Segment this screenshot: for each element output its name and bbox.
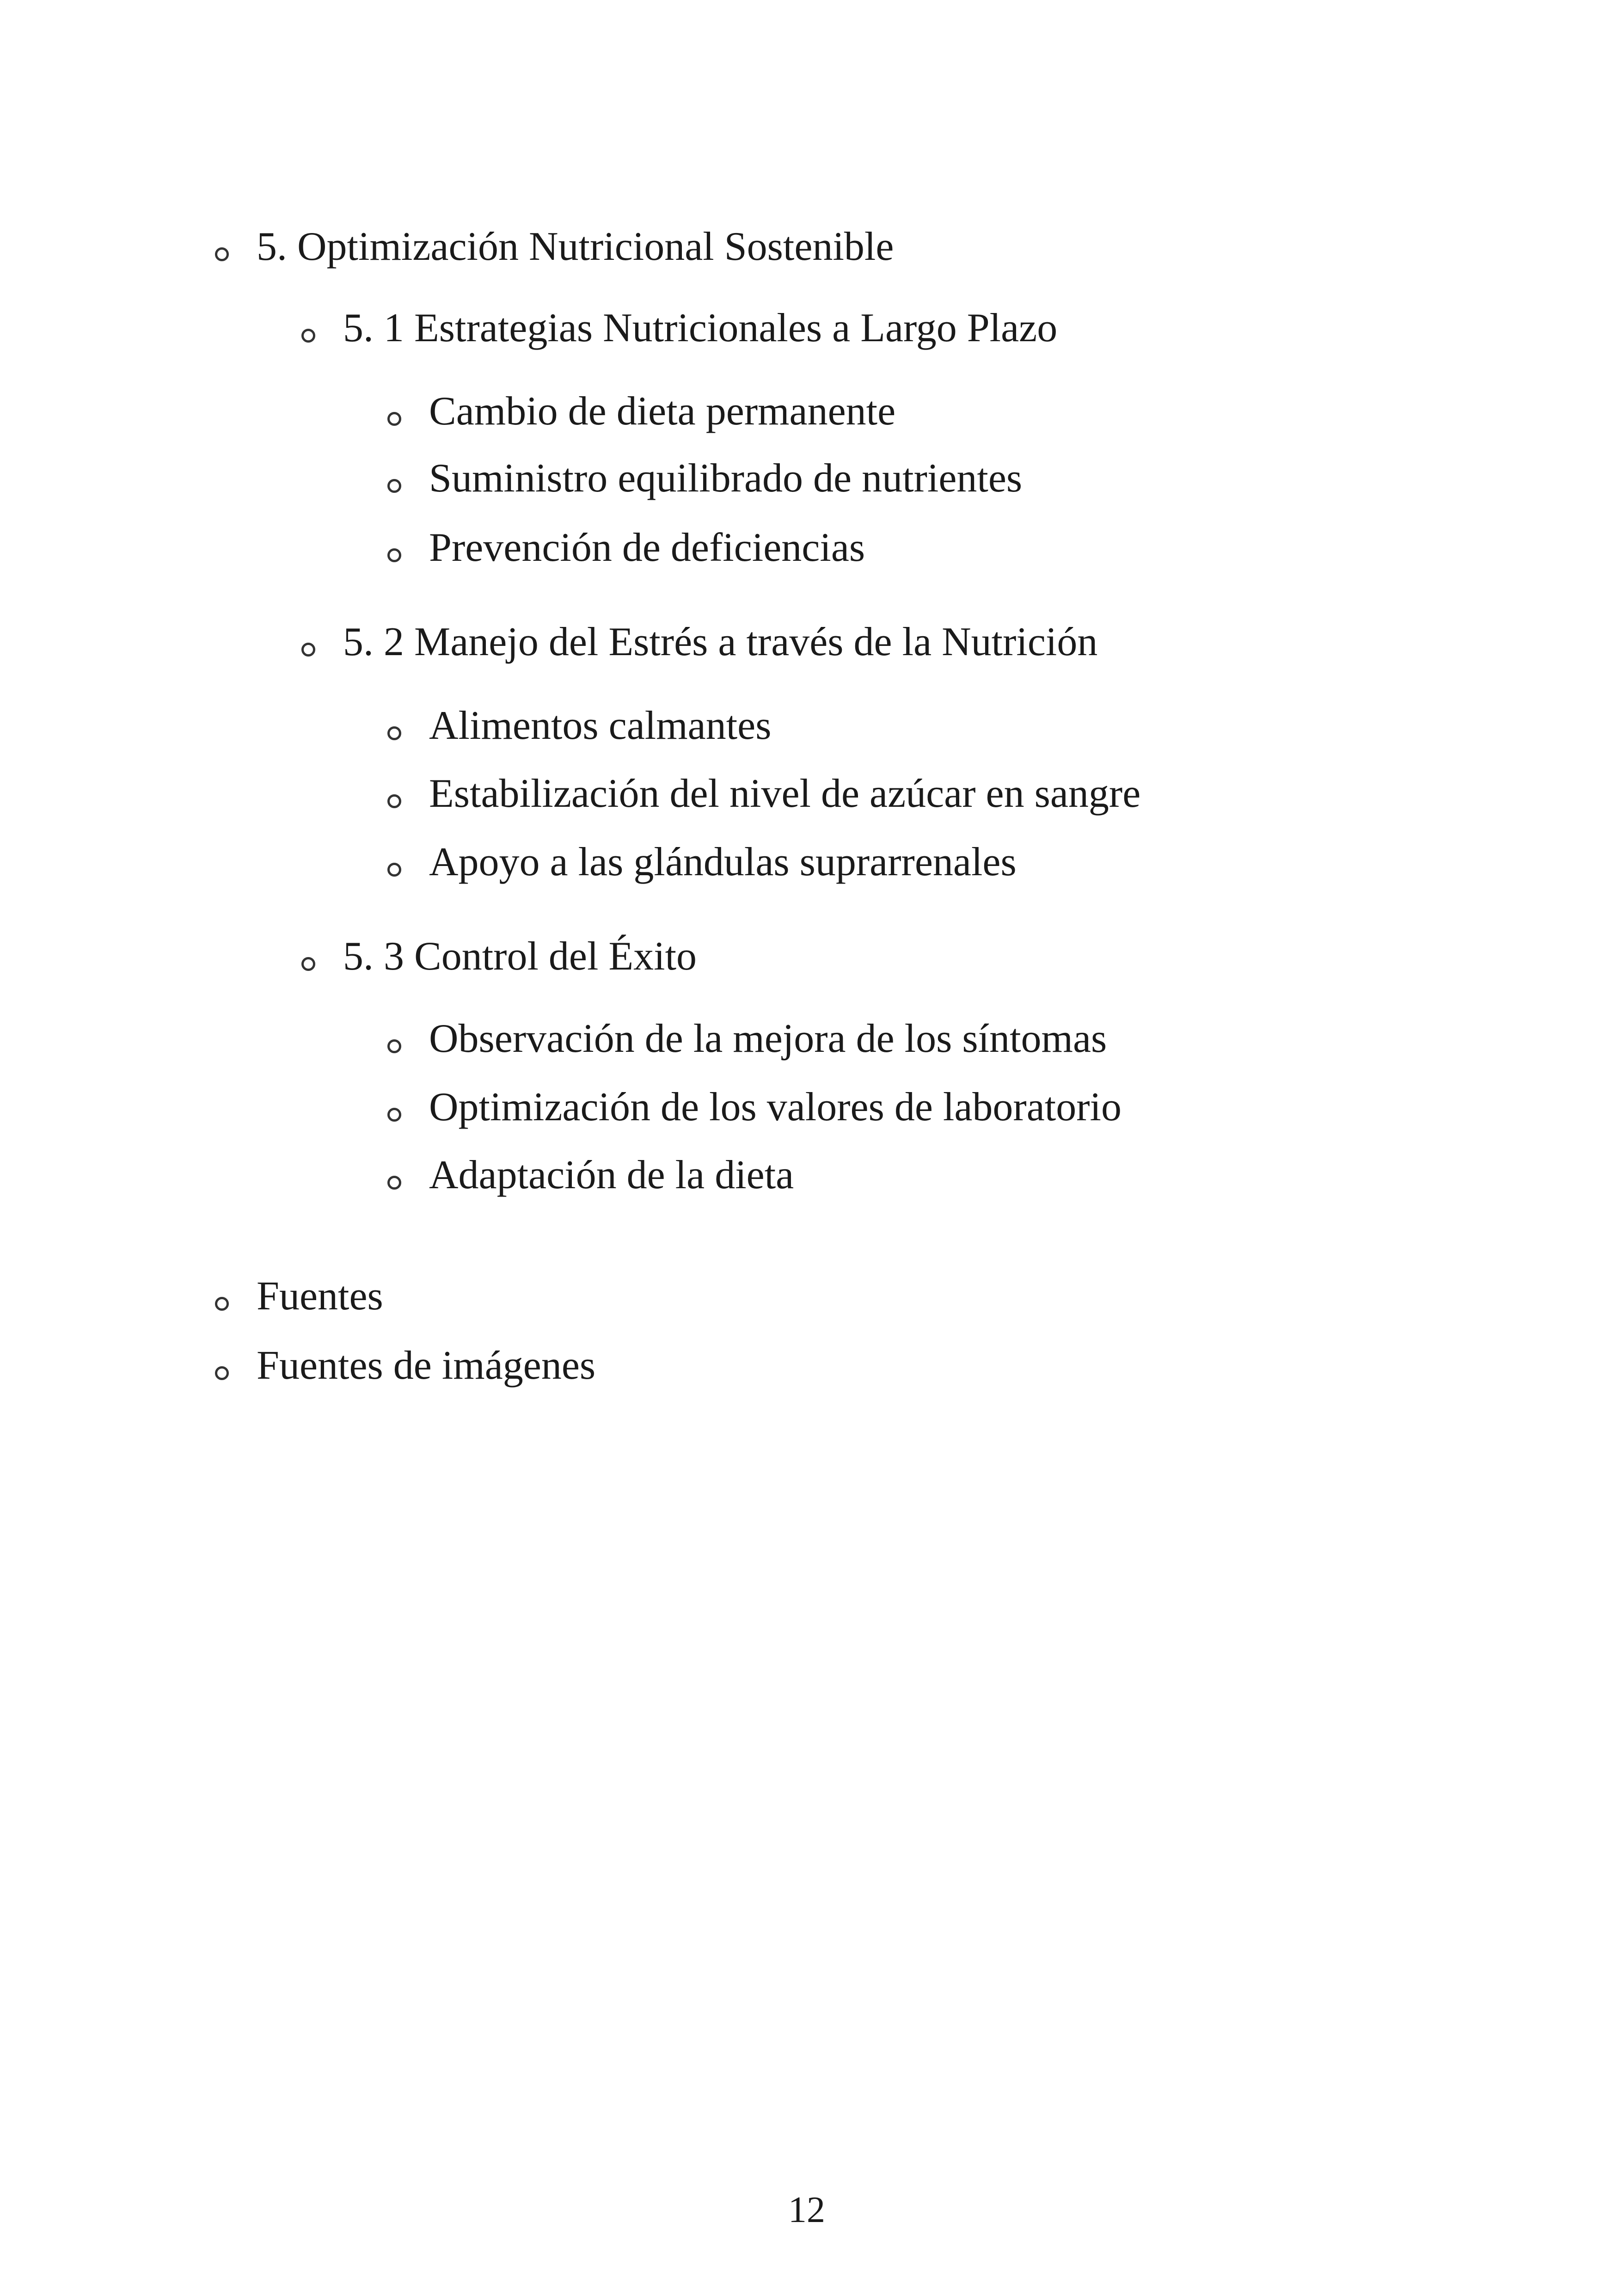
toc-entry-5-1-item: Cambio de dieta permanente: [429, 389, 896, 434]
bullet-icon: [301, 957, 315, 971]
bullet-icon: [387, 726, 401, 740]
bullet-icon: [387, 863, 401, 877]
toc-entry-5-1: 5. 1 Estrategias Nutricionales a Largo Plazo: [343, 306, 1058, 350]
bullet-icon: [215, 247, 229, 261]
toc-entry-5-3-item: Optimización de los valores de laboratorio: [429, 1085, 1122, 1130]
toc-entry-sources: Fuentes: [257, 1274, 383, 1319]
bullet-icon: [387, 479, 401, 493]
toc-entry-5-3: 5. 3 Control del Éxito: [343, 934, 697, 979]
bullet-icon: [387, 1176, 401, 1190]
toc-entry-5-2-item: Apoyo a las glándulas suprarrenales: [429, 840, 1017, 884]
toc-entry-5-3-item: Observación de la mejora de los síntomas: [429, 1016, 1107, 1061]
bullet-icon: [387, 794, 401, 808]
bullet-icon: [387, 1108, 401, 1122]
toc-entry-5-2-item: Alimentos calmantes: [429, 703, 772, 748]
bullet-icon: [215, 1297, 229, 1311]
toc-entry-image-sources: Fuentes de imágenes: [257, 1343, 596, 1388]
bullet-icon: [387, 548, 401, 562]
bullet-icon: [301, 329, 315, 343]
toc-entry-5-1-item: Prevención de deficiencias: [429, 525, 865, 570]
toc-entry-section-5: 5. Optimización Nutricional Sostenible: [257, 224, 894, 269]
bullet-icon: [215, 1366, 229, 1380]
toc-entry-5-3-item: Adaptación de la dieta: [429, 1153, 794, 1197]
toc-entry-5-1-item: Suministro equilibrado de nutrientes: [429, 456, 1023, 501]
toc-entry-5-2-item: Estabilización del nivel de azúcar en sangre: [429, 771, 1141, 816]
bullet-icon: [387, 412, 401, 426]
toc-entry-5-2: 5. 2 Manejo del Estrés a través de la Nutrición: [343, 620, 1098, 664]
page-number: 12: [788, 2190, 825, 2230]
bullet-icon: [387, 1039, 401, 1053]
bullet-icon: [301, 643, 315, 657]
